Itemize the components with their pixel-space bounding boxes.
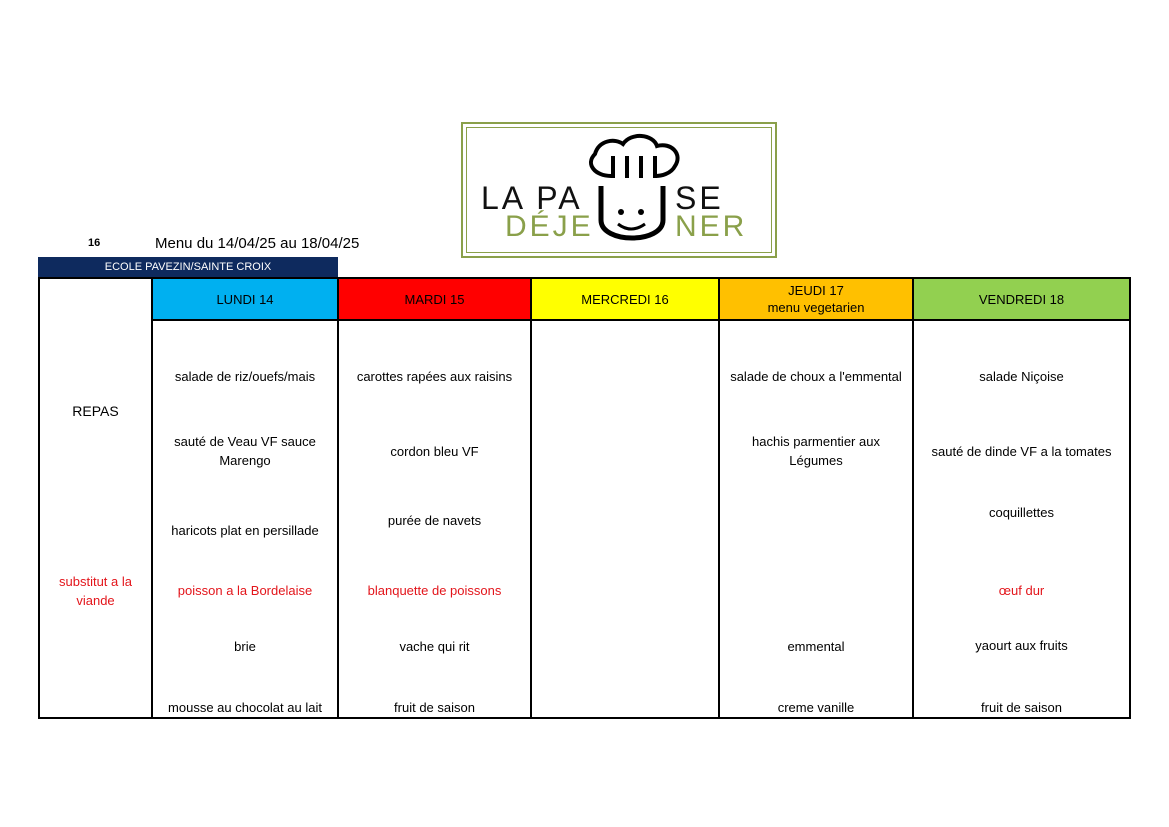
- logo-text-la-pa: LA PA: [481, 180, 583, 216]
- menu-item: fruit de saison: [981, 699, 1062, 715]
- logo-text-deje: DÉJE: [505, 210, 594, 243]
- day-header-mardi: [339, 279, 530, 319]
- menu-item-substitute: œuf dur: [998, 582, 1045, 598]
- menu-item: salade Niçoise: [979, 368, 1064, 384]
- divider: [530, 277, 532, 719]
- day-header-mercredi: [532, 279, 718, 319]
- row-label-substitut: substitut a la viande: [59, 574, 132, 608]
- menu-item: salade de riz/ouefs/mais: [174, 368, 316, 384]
- menu-item: cordon bleu VF: [390, 443, 479, 459]
- menu-item: carottes rapées aux raisins: [356, 368, 513, 384]
- menu-item: hachis parmentier aux Légumes: [752, 434, 880, 468]
- day-title: MARDI 15: [404, 291, 465, 307]
- menu-item: haricots plat en persillade: [171, 522, 319, 538]
- logo-text-ner: NER: [675, 210, 748, 243]
- la-pause-dejeuner-logo: [461, 122, 777, 258]
- row-label-repas: REPAS: [72, 403, 119, 419]
- day-header-lundi: [153, 279, 337, 319]
- day-title: LUNDI 14: [216, 291, 274, 307]
- menu-item: sauté de Veau VF sauce Marengo: [174, 434, 316, 468]
- menu-item: brie: [234, 638, 256, 654]
- menu-item: yaourt aux fruits: [975, 637, 1068, 653]
- menu-item-substitute: poisson a la Bordelaise: [177, 582, 313, 598]
- menu-item-substitute: blanquette de poissons: [367, 582, 502, 598]
- menu-item: coquillettes: [988, 504, 1055, 520]
- logo-text-se: SE: [675, 180, 724, 216]
- menu-item: fruit de saison: [394, 699, 475, 715]
- menu-title: Menu du 14/04/25 au 18/04/25: [155, 235, 360, 252]
- day-title: VENDREDI 18: [978, 291, 1065, 307]
- menu-item: purée de navets: [387, 512, 482, 528]
- menu-item: mousse au chocolat au lait: [168, 699, 322, 715]
- menu-item: salade de choux a l'emmental: [730, 368, 902, 384]
- week-number: 16: [88, 237, 101, 249]
- menu-item: sauté de dinde VF a la tomates: [931, 443, 1112, 459]
- menu-item: emmental: [787, 638, 845, 654]
- day-header-vendredi: [914, 279, 1129, 319]
- menu-item: vache qui rit: [399, 638, 470, 654]
- day-title: MERCREDI 16: [581, 291, 669, 307]
- menu-item: creme vanille: [777, 699, 855, 715]
- school-name: ECOLE PAVEZIN/SAINTE CROIX: [38, 257, 338, 277]
- day-subtitle: menu vegetarien: [767, 300, 865, 315]
- day-header-jeudi: [720, 279, 912, 319]
- day-title: JEUDI 17: [788, 283, 844, 298]
- divider: [151, 319, 1131, 321]
